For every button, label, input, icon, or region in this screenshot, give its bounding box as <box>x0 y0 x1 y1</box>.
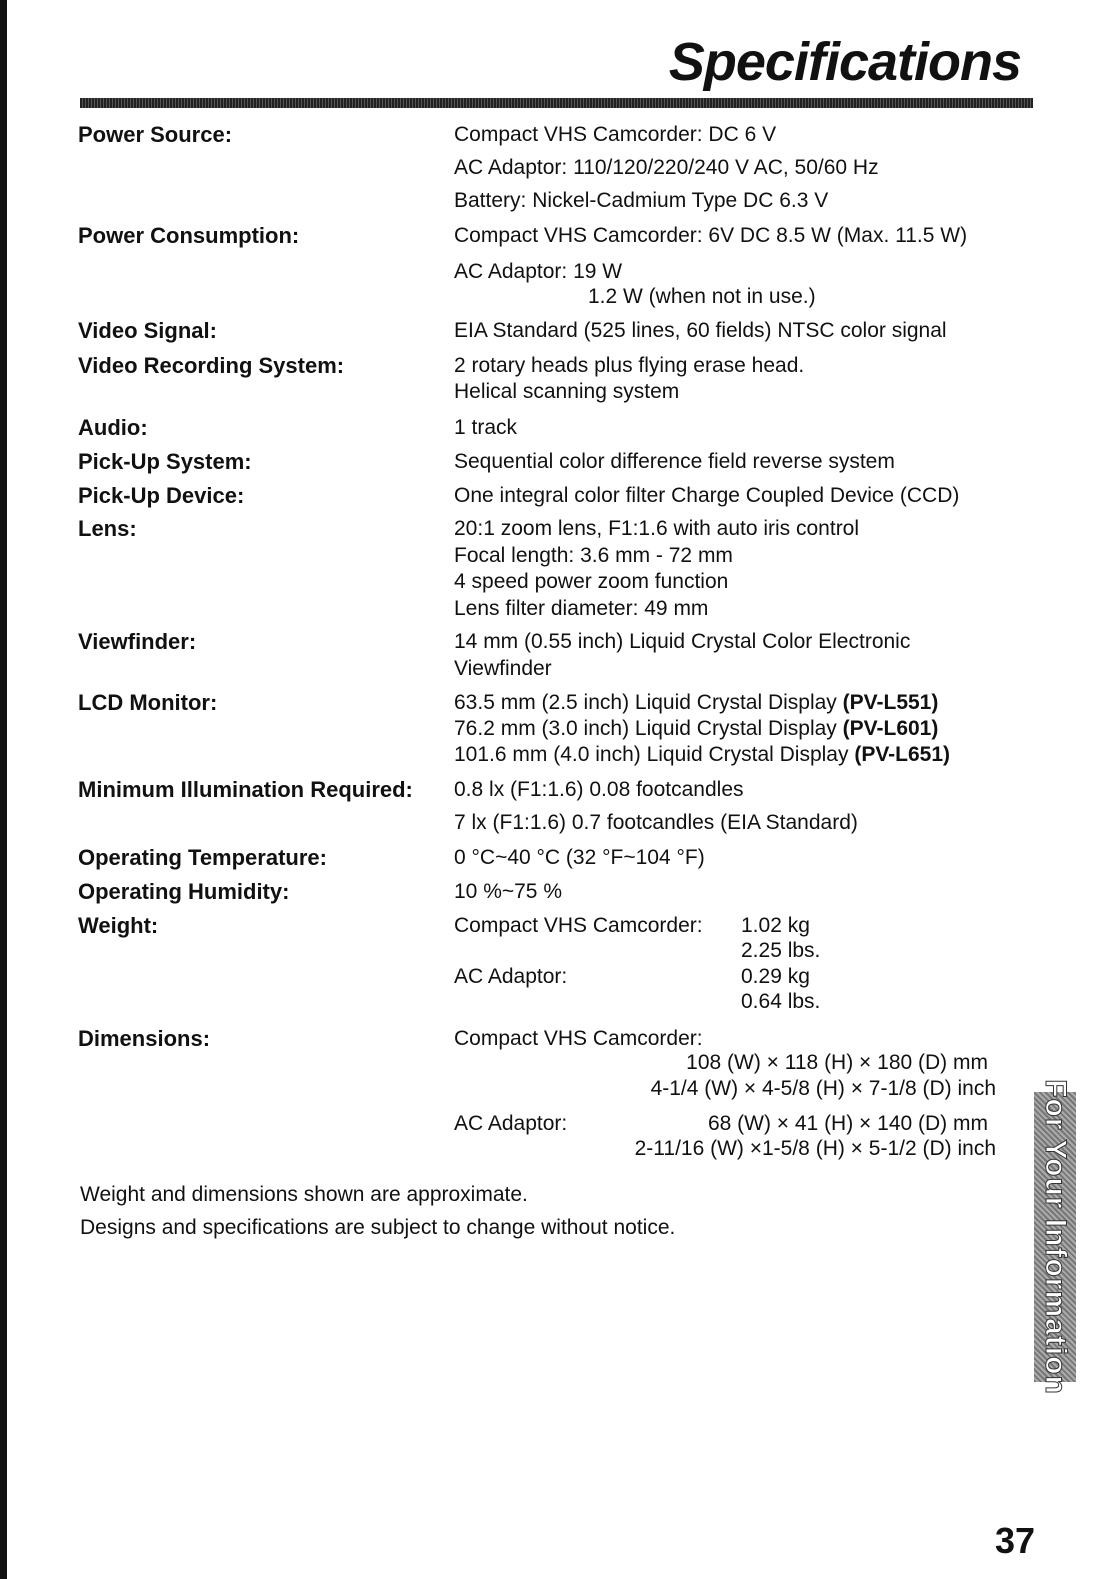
spec-value: 20:1 zoom lens, F1:1.6 with auto iris control <box>454 517 860 540</box>
dimensions-adaptor-mm: 68 (W) × 41 (H) × 140 (D) mm <box>707 1112 988 1135</box>
spec-label: Audio: <box>78 415 148 440</box>
spec-value: Sequential color difference field reverse system <box>454 450 895 473</box>
section-side-tab-label: For Your Information <box>1039 1079 1072 1395</box>
spec-value: 0 °C~40 °C (32 °F~104 °F) <box>454 846 705 869</box>
dimensions-camcorder-inch: 4-1/4 (W) × 4-5/8 (H) × 7-1/8 (D) inch <box>650 1077 996 1100</box>
weight-adaptor-kg: 0.29 kg <box>741 965 810 988</box>
spec-label: Viewfinder: <box>78 629 197 654</box>
model-code: (PV-L551) <box>842 691 939 714</box>
spec-value <box>454 715 938 742</box>
spec-value: 2 rotary heads plus flying erase head. <box>454 354 805 377</box>
spec-value: Focal length: 3.6 mm - 72 mm <box>454 544 733 567</box>
model-code: (PV-L601) <box>842 717 939 740</box>
spec-label: Pick-Up System: <box>78 449 252 474</box>
section-side-tab <box>1034 1079 1076 1395</box>
spec-value: Compact VHS Camcorder: 6V DC 8.5 W (Max. 11.5 W) <box>454 224 968 247</box>
lcd-size-text: 101.6 mm (4.0 inch) Liquid Crystal Display <box>454 743 855 766</box>
page-number: 37 <box>994 1520 1035 1561</box>
spec-value: Helical scanning system <box>454 380 680 403</box>
spec-value: Compact VHS Camcorder: DC 6 V <box>454 123 777 146</box>
page-title: Specifications <box>668 32 1021 92</box>
spec-value: Lens filter diameter: 49 mm <box>454 597 709 620</box>
spec-value: AC Adaptor: 19 W <box>454 260 623 283</box>
spec-value: One integral color filter Charge Coupled Device (CCD) <box>454 484 960 507</box>
spec-value: Battery: Nickel-Cadmium Type DC 6.3 V <box>454 189 829 212</box>
model-code: (PV-L651) <box>854 743 951 766</box>
spec-label: LCD Monitor: <box>78 690 218 715</box>
lcd-size-text: 63.5 mm (2.5 inch) Liquid Crystal Display <box>454 691 843 714</box>
spec-value: AC Adaptor: 110/120/220/240 V AC, 50/60 Hz <box>454 156 879 179</box>
dimensions-adaptor-inch: 2-11/16 (W) ×1-5/8 (H) × 5-1/2 (D) inch <box>634 1137 996 1160</box>
dimensions-adaptor-label: AC Adaptor: <box>454 1112 568 1135</box>
spec-label: Weight: <box>78 913 159 938</box>
dimensions-camcorder-mm: 108 (W) × 118 (H) × 180 (D) mm <box>686 1051 988 1074</box>
spec-value: 7 lx (F1:1.6) 0.7 footcandles (EIA Standard) <box>454 811 858 834</box>
note-approximate: Weight and dimensions shown are approximate. <box>80 1183 528 1206</box>
spec-label: Pick-Up Device: <box>78 483 245 508</box>
lcd-size-text: 76.2 mm (3.0 inch) Liquid Crystal Display <box>454 717 843 740</box>
weight-adaptor-label: AC Adaptor: <box>454 965 568 988</box>
spec-label: Power Consumption: <box>78 223 300 248</box>
spec-value: 1 track <box>454 416 518 439</box>
spec-label: Operating Humidity: <box>78 879 290 904</box>
page-binding-edge <box>0 0 7 1579</box>
spec-label: Video Signal: <box>78 318 217 343</box>
spec-label: Video Recording System: <box>78 353 345 378</box>
spec-value: Viewfinder <box>454 657 552 680</box>
weight-camcorder-lbs: 2.25 lbs. <box>741 939 821 962</box>
spec-value: 4 speed power zoom function <box>454 570 729 593</box>
title-rule <box>80 98 1033 108</box>
spec-label: Dimensions: <box>78 1026 211 1051</box>
spec-value: 1.2 W (when not in use.) <box>588 285 816 308</box>
weight-camcorder-kg: 1.02 kg <box>741 914 810 937</box>
spec-value: 10 %~75 % <box>454 880 562 903</box>
spec-value: 14 mm (0.55 inch) Liquid Crystal Color Electronic <box>454 630 911 653</box>
spec-value: 0.8 lx (F1:1.6) 0.08 footcandles <box>454 778 744 801</box>
dimensions-camcorder-label: Compact VHS Camcorder: <box>454 1027 703 1050</box>
spec-label: Power Source: <box>78 122 233 147</box>
weight-adaptor-lbs: 0.64 lbs. <box>741 990 821 1013</box>
spec-value <box>454 741 950 768</box>
spec-label: Minimum Illumination Required: <box>78 777 413 802</box>
spec-value <box>454 689 938 716</box>
note-change-notice: Designs and specifications are subject to change without notice. <box>80 1216 676 1239</box>
spec-label: Lens: <box>78 516 137 541</box>
spec-value: EIA Standard (525 lines, 60 fields) NTSC color signal <box>454 319 947 342</box>
spec-label: Operating Temperature: <box>78 845 327 870</box>
weight-camcorder-label: Compact VHS Camcorder: <box>454 914 703 937</box>
